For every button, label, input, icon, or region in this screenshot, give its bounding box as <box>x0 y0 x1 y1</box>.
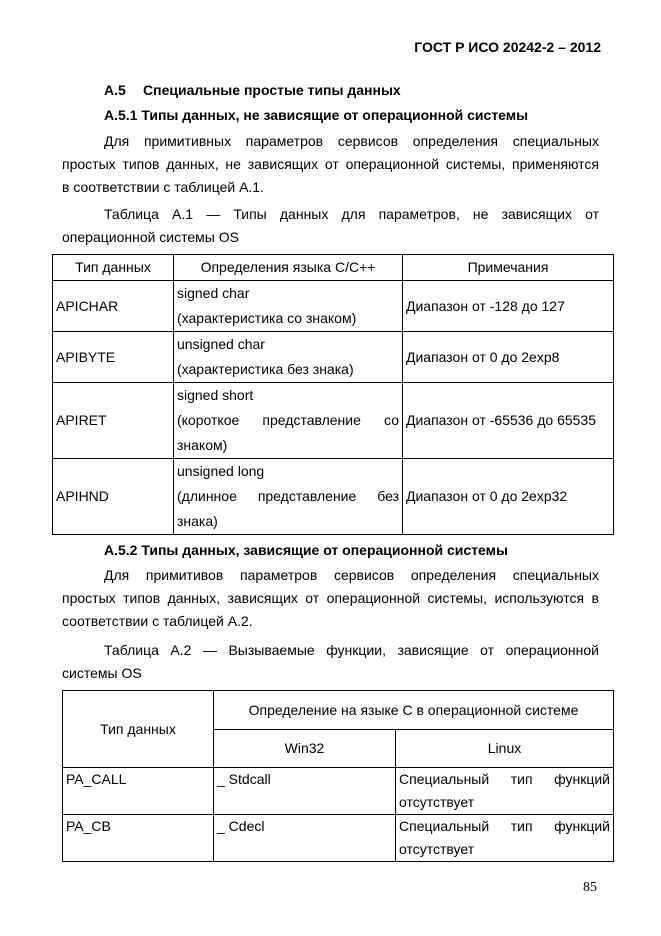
table-2-header-type: Тип данных <box>63 691 214 768</box>
table-row <box>53 332 614 383</box>
type-cell: APIBYTE <box>53 332 174 383</box>
section-a52-paragraph: Для примитивов параметров сервисов определения специальных простых типов данных, зависящих от операционной системы, используются в соответствии с таблицей А.2. <box>62 567 599 629</box>
section-a51-title: А.5.1 Типы данных, не зависящие от операционной системы <box>104 107 529 123</box>
table-row <box>53 383 614 459</box>
table-2-header-linux: Linux <box>396 730 614 768</box>
win32-cell: _ Stdcall <box>214 768 396 815</box>
document-header: ГОСТ Р ИСО 20242-2 – 2012 <box>414 39 601 55</box>
table-1-header-notes: Примечания <box>403 255 614 281</box>
table-1 <box>52 254 614 535</box>
type-cell: PA_CB <box>63 815 214 862</box>
definition-cell: signed char (характеристика со знаком) <box>174 281 403 332</box>
table-1-header-type: Тип данных <box>53 255 174 281</box>
table-row <box>53 281 614 332</box>
note-cell: Диапазон от -128 до 127 <box>403 281 614 332</box>
table1-caption: Таблица А.1 — Типы данных для параметров, не зависящих от операционной системы OS <box>62 206 599 245</box>
type-cell: APIHND <box>53 459 174 535</box>
type-cell: APICHAR <box>53 281 174 332</box>
table-1-header-definition: Определения языка C/C++ <box>174 255 403 281</box>
section-a5-number: А.5 <box>104 82 126 98</box>
definition-cell: signed short (короткое представление со знаком) <box>174 383 403 459</box>
win32-cell: _ Cdecl <box>214 815 396 862</box>
type-cell: PA_CALL <box>63 768 214 815</box>
table-row <box>63 768 614 815</box>
linux-cell: Специальный тип функций отсутствует <box>396 815 614 862</box>
type-cell: APIRET <box>53 383 174 459</box>
table2-caption: Таблица А.2 — Вызываемые функции, зависящие от операционной системы OS <box>62 642 599 681</box>
linux-cell: Специальный тип функций отсутствует <box>396 768 614 815</box>
table-1-header-row <box>53 255 614 281</box>
table-2-header-definition: Определение на языке С в операционной системе <box>214 691 614 730</box>
section-a52-title: А.5.2 Типы данных, зависящие от операционной системы <box>104 542 508 558</box>
table-row <box>53 459 614 535</box>
table-2-header-win32: Win32 <box>214 730 396 768</box>
note-cell: Диапазон от 0 до 2exp8 <box>403 332 614 383</box>
section-a5-title: Специальные простые типы данных <box>143 82 401 98</box>
page-number: 85 <box>583 880 597 895</box>
note-cell: Диапазон от 0 до 2exp32 <box>403 459 614 535</box>
table-2 <box>62 690 614 862</box>
definition-cell: unsigned char (характеристика без знака) <box>174 332 403 383</box>
note-cell: Диапазон от -65536 до 65535 <box>403 383 614 459</box>
table-row <box>63 815 614 862</box>
section-a51-paragraph: Для примитивных параметров сервисов определения специальных простых типов данных, не зависящих от операционной системы, применяются в соответствии с таблицей А.1. <box>62 133 599 195</box>
definition-cell: unsigned long (длинное представление без знака) <box>174 459 403 535</box>
